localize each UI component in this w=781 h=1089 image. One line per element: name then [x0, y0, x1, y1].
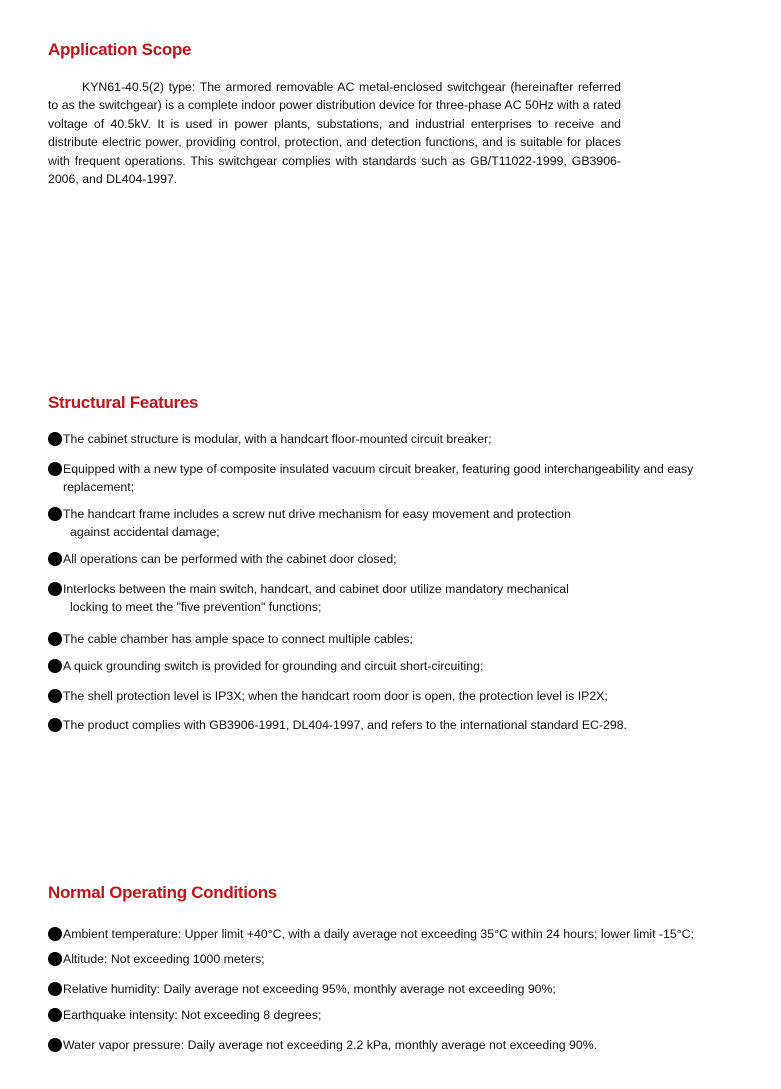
section-title-structural-features: Structural Features	[48, 393, 199, 412]
list-item	[48, 430, 492, 448]
list-item-text: Interlocks between the main switch, handcart, and cabinet door utilize mandatory mechanical	[63, 582, 569, 596]
list-item	[48, 630, 413, 648]
bullet-icon	[48, 462, 62, 476]
list-item-text: The cable chamber has ample space to connect multiple cables;	[63, 632, 413, 646]
list-item	[48, 1006, 321, 1024]
bullet-icon	[48, 718, 62, 732]
list-item-text-continued: against accidental damage;	[70, 525, 220, 539]
bullet-icon	[48, 507, 62, 521]
list-item-text: A quick grounding switch is provided for grounding and circuit short-circuiting;	[63, 659, 484, 673]
bullet-icon	[48, 927, 62, 941]
list-item-text: Water vapor pressure: Daily average not exceeding 2.2 kPa, monthly average not exceeding 90%.	[63, 1038, 598, 1052]
bullet-icon	[48, 432, 62, 446]
list-item-text: The product complies with GB3906-1991, DL404-1997, and refers to the international standard EC-298.	[63, 718, 627, 732]
list-item	[48, 687, 608, 705]
list-item-text: The shell protection level is IP3X; when the handcart room door is open, the protection level is IP2X;	[63, 689, 608, 703]
list-item-text: Altitude: Not exceeding 1000 meters;	[63, 952, 265, 966]
list-item-text: The cabinet structure is modular, with a handcart floor-mounted circuit breaker;	[63, 432, 492, 446]
bullet-icon	[48, 1038, 62, 1052]
bullet-icon	[48, 552, 62, 566]
list-item-text: The handcart frame includes a screw nut drive mechanism for easy movement and protection	[63, 507, 571, 521]
bullet-icon	[48, 632, 62, 646]
bullet-icon	[48, 982, 62, 996]
list-item	[48, 950, 265, 968]
bullet-icon	[48, 582, 62, 596]
list-item	[48, 460, 693, 496]
section-title-application-scope: Application Scope	[48, 40, 192, 59]
list-item	[48, 580, 569, 616]
bullet-icon	[48, 659, 62, 673]
bullet-icon	[48, 689, 62, 703]
list-item-text: Relative humidity: Daily average not exceeding 95%, monthly average not exceeding 90%;	[63, 982, 556, 996]
list-item-text: Equipped with a new type of composite insulated vacuum circuit breaker, featuring good interchangeability and easy	[63, 462, 694, 476]
section-title-normal-operating-conditions: Normal Operating Conditions	[48, 883, 277, 902]
bullet-icon	[48, 1008, 62, 1022]
list-item	[48, 657, 483, 675]
bullet-icon	[48, 952, 62, 966]
list-item	[48, 980, 556, 998]
list-item-text-continued: replacement;	[63, 480, 135, 494]
list-item	[48, 550, 397, 568]
list-item	[48, 925, 694, 943]
list-item-text: All operations can be performed with the cabinet door closed;	[63, 552, 397, 566]
list-item	[48, 505, 571, 541]
application-scope-paragraph: KYN61-40.5(2) type: The armored removable AC metal-enclosed switchgear (hereinafter referred to as the switchgear) is a complete indoor power distribution device for three-phase AC 50Hz with a rated voltage of 40.5kV. It is used in power plants, substations, and industrial enterprises to receive and distribute electric power, providing control, protection, and detection functions, and is suitable for places with frequent operations. This switchgear complies with standards such as GB/T11022-1999, GB3906-2006, and DL404-1997.	[48, 80, 621, 187]
list-item-text-continued: locking to meet the "five prevention" functions;	[70, 600, 322, 614]
list-item-text: Ambient temperature: Upper limit +40°C, with a daily average not exceeding 35°C within 24 hours; lower limit -15°C;	[63, 927, 694, 941]
list-item	[48, 716, 627, 734]
list-item-text: Earthquake intensity: Not exceeding 8 degrees;	[63, 1008, 322, 1022]
list-item	[48, 1036, 597, 1054]
